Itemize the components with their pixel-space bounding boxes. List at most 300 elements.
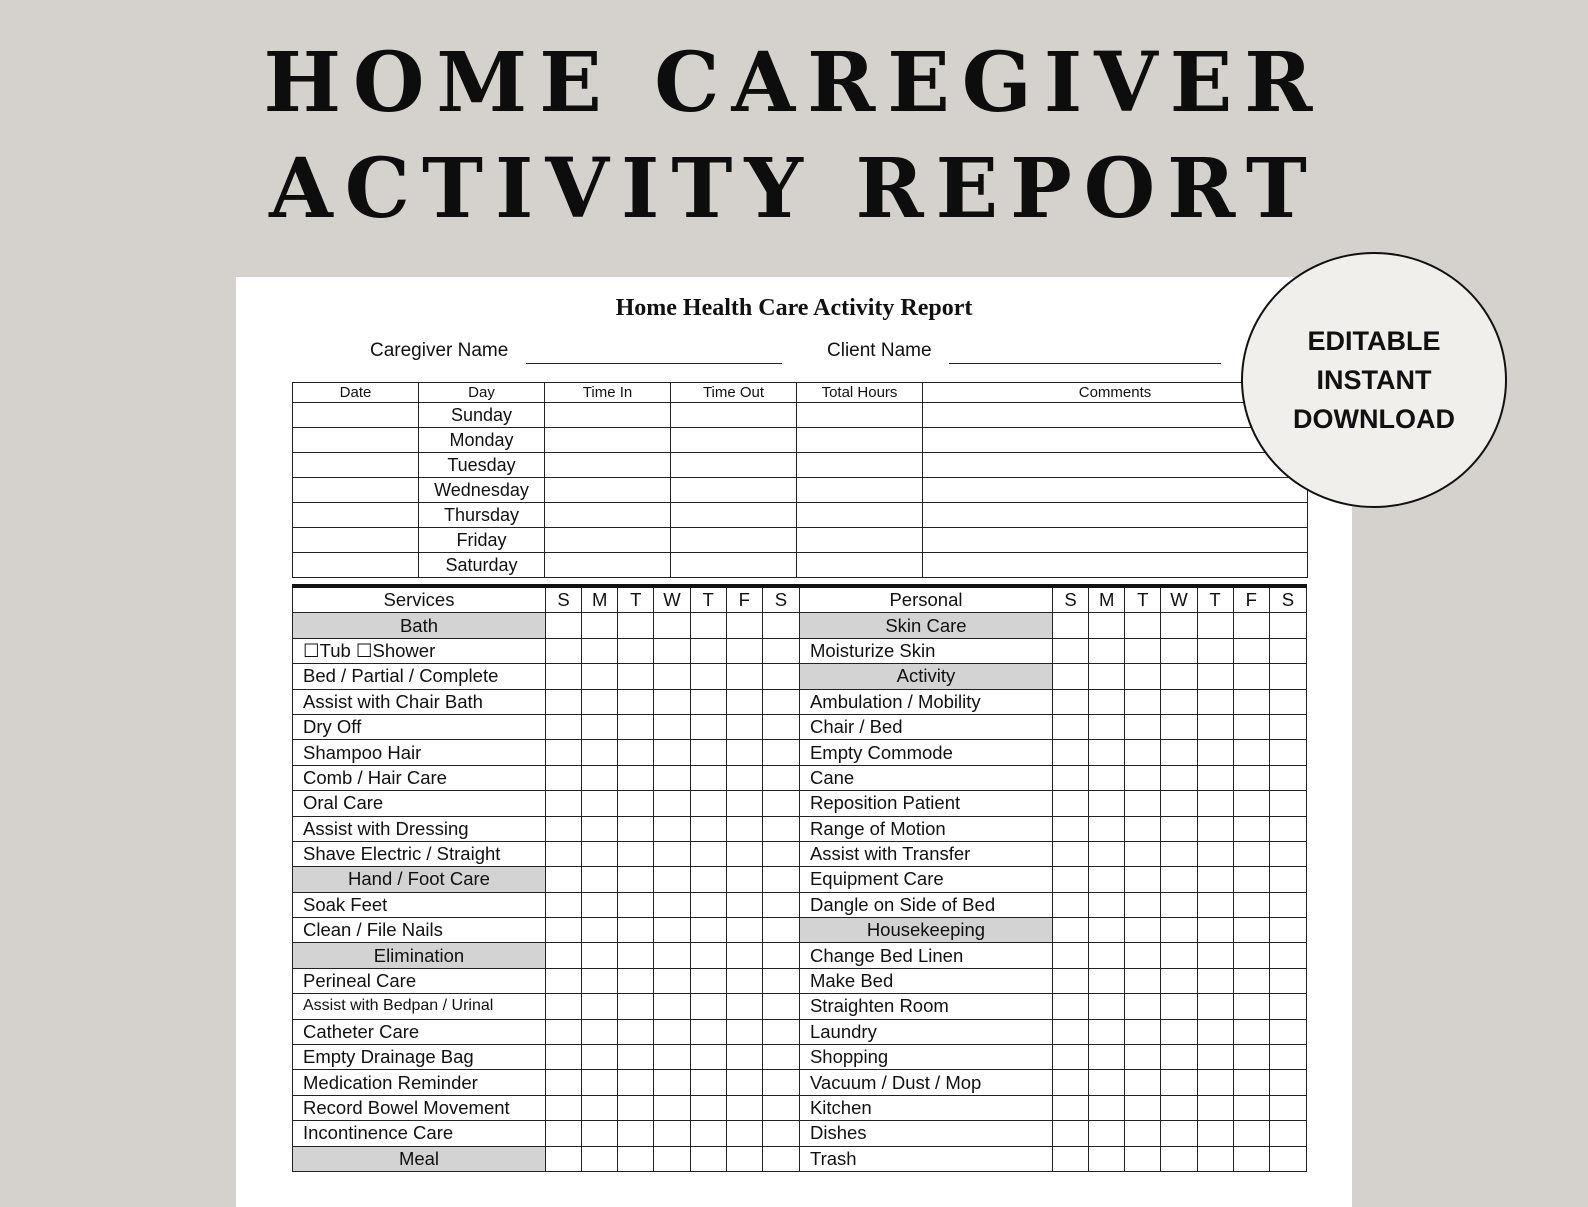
personal-check-cell[interactable] bbox=[1125, 714, 1161, 739]
personal-check-cell[interactable] bbox=[1052, 1146, 1088, 1171]
service-check-cell[interactable] bbox=[690, 918, 726, 943]
personal-check-cell[interactable] bbox=[1233, 1070, 1269, 1095]
service-check-cell[interactable] bbox=[654, 816, 690, 841]
personal-check-cell[interactable] bbox=[1125, 892, 1161, 917]
service-check-cell[interactable] bbox=[545, 613, 581, 638]
personal-check-cell[interactable] bbox=[1125, 613, 1161, 638]
total-hours-cell[interactable] bbox=[797, 478, 923, 503]
personal-check-cell[interactable] bbox=[1125, 1146, 1161, 1171]
service-check-cell[interactable] bbox=[690, 1019, 726, 1044]
personal-check-cell[interactable] bbox=[1161, 943, 1197, 968]
personal-check-cell[interactable] bbox=[1052, 943, 1088, 968]
service-check-cell[interactable] bbox=[545, 638, 581, 663]
personal-check-cell[interactable] bbox=[1161, 1070, 1197, 1095]
service-check-cell[interactable] bbox=[690, 816, 726, 841]
personal-check-cell[interactable] bbox=[1089, 689, 1125, 714]
personal-check-cell[interactable] bbox=[1089, 1095, 1125, 1120]
personal-check-cell[interactable] bbox=[1269, 1095, 1306, 1120]
service-check-cell[interactable] bbox=[582, 1095, 618, 1120]
personal-check-cell[interactable] bbox=[1052, 968, 1088, 993]
time-out-cell[interactable] bbox=[671, 453, 797, 478]
service-check-cell[interactable] bbox=[545, 1019, 581, 1044]
service-check-cell[interactable] bbox=[726, 943, 762, 968]
service-check-cell[interactable] bbox=[582, 1045, 618, 1070]
personal-check-cell[interactable] bbox=[1161, 892, 1197, 917]
date-cell[interactable] bbox=[293, 403, 419, 428]
service-check-cell[interactable] bbox=[582, 816, 618, 841]
service-check-cell[interactable] bbox=[618, 714, 654, 739]
service-check-cell[interactable] bbox=[582, 740, 618, 765]
personal-check-cell[interactable] bbox=[1197, 892, 1233, 917]
comments-cell[interactable] bbox=[923, 478, 1308, 503]
personal-check-cell[interactable] bbox=[1197, 1019, 1233, 1044]
service-check-cell[interactable] bbox=[690, 867, 726, 892]
personal-check-cell[interactable] bbox=[1052, 1121, 1088, 1146]
personal-check-cell[interactable] bbox=[1161, 714, 1197, 739]
total-hours-cell[interactable] bbox=[797, 553, 923, 578]
service-check-cell[interactable] bbox=[618, 638, 654, 663]
personal-check-cell[interactable] bbox=[1269, 867, 1306, 892]
service-check-cell[interactable] bbox=[654, 765, 690, 790]
personal-check-cell[interactable] bbox=[1197, 867, 1233, 892]
personal-check-cell[interactable] bbox=[1233, 867, 1269, 892]
personal-check-cell[interactable] bbox=[1161, 638, 1197, 663]
date-cell[interactable] bbox=[293, 453, 419, 478]
service-check-cell[interactable] bbox=[618, 1095, 654, 1120]
personal-check-cell[interactable] bbox=[1197, 791, 1233, 816]
service-check-cell[interactable] bbox=[545, 1045, 581, 1070]
service-check-cell[interactable] bbox=[582, 791, 618, 816]
service-check-cell[interactable] bbox=[582, 968, 618, 993]
personal-check-cell[interactable] bbox=[1089, 816, 1125, 841]
service-check-cell[interactable] bbox=[618, 765, 654, 790]
personal-check-cell[interactable] bbox=[1233, 816, 1269, 841]
service-check-cell[interactable] bbox=[545, 1121, 581, 1146]
service-check-cell[interactable] bbox=[582, 918, 618, 943]
personal-check-cell[interactable] bbox=[1052, 841, 1088, 866]
service-check-cell[interactable] bbox=[690, 791, 726, 816]
personal-check-cell[interactable] bbox=[1197, 943, 1233, 968]
personal-check-cell[interactable] bbox=[1269, 1045, 1306, 1070]
personal-check-cell[interactable] bbox=[1125, 943, 1161, 968]
service-check-cell[interactable] bbox=[690, 892, 726, 917]
personal-check-cell[interactable] bbox=[1269, 1019, 1306, 1044]
service-check-cell[interactable] bbox=[762, 867, 799, 892]
service-check-cell[interactable] bbox=[654, 791, 690, 816]
time-in-cell[interactable] bbox=[545, 503, 671, 528]
personal-check-cell[interactable] bbox=[1052, 816, 1088, 841]
comments-cell[interactable] bbox=[923, 528, 1308, 553]
service-check-cell[interactable] bbox=[654, 689, 690, 714]
personal-check-cell[interactable] bbox=[1125, 1045, 1161, 1070]
service-check-cell[interactable] bbox=[762, 943, 799, 968]
date-cell[interactable] bbox=[293, 503, 419, 528]
service-check-cell[interactable] bbox=[582, 867, 618, 892]
service-check-cell[interactable] bbox=[762, 816, 799, 841]
personal-check-cell[interactable] bbox=[1089, 1070, 1125, 1095]
service-check-cell[interactable] bbox=[762, 1045, 799, 1070]
personal-check-cell[interactable] bbox=[1233, 740, 1269, 765]
personal-check-cell[interactable] bbox=[1052, 714, 1088, 739]
comments-cell[interactable] bbox=[923, 453, 1308, 478]
personal-check-cell[interactable] bbox=[1089, 714, 1125, 739]
service-check-cell[interactable] bbox=[618, 613, 654, 638]
personal-check-cell[interactable] bbox=[1269, 740, 1306, 765]
personal-check-cell[interactable] bbox=[1233, 1045, 1269, 1070]
personal-check-cell[interactable] bbox=[1089, 968, 1125, 993]
service-check-cell[interactable] bbox=[582, 638, 618, 663]
personal-check-cell[interactable] bbox=[1197, 1146, 1233, 1171]
personal-check-cell[interactable] bbox=[1125, 765, 1161, 790]
service-check-cell[interactable] bbox=[726, 918, 762, 943]
service-check-cell[interactable] bbox=[726, 1146, 762, 1171]
service-check-cell[interactable] bbox=[618, 1146, 654, 1171]
service-check-cell[interactable] bbox=[654, 613, 690, 638]
personal-check-cell[interactable] bbox=[1089, 892, 1125, 917]
service-check-cell[interactable] bbox=[582, 689, 618, 714]
service-check-cell[interactable] bbox=[618, 816, 654, 841]
personal-check-cell[interactable] bbox=[1197, 1045, 1233, 1070]
personal-check-cell[interactable] bbox=[1125, 867, 1161, 892]
service-check-cell[interactable] bbox=[762, 968, 799, 993]
personal-check-cell[interactable] bbox=[1161, 1146, 1197, 1171]
personal-check-cell[interactable] bbox=[1233, 689, 1269, 714]
time-out-cell[interactable] bbox=[671, 553, 797, 578]
service-check-cell[interactable] bbox=[545, 714, 581, 739]
service-check-cell[interactable] bbox=[690, 1121, 726, 1146]
service-check-cell[interactable] bbox=[762, 765, 799, 790]
personal-check-cell[interactable] bbox=[1233, 994, 1269, 1019]
service-check-cell[interactable] bbox=[762, 613, 799, 638]
personal-check-cell[interactable] bbox=[1052, 1070, 1088, 1095]
personal-check-cell[interactable] bbox=[1269, 791, 1306, 816]
personal-check-cell[interactable] bbox=[1197, 689, 1233, 714]
personal-check-cell[interactable] bbox=[1161, 968, 1197, 993]
service-check-cell[interactable] bbox=[618, 968, 654, 993]
personal-check-cell[interactable] bbox=[1052, 689, 1088, 714]
service-check-cell[interactable] bbox=[762, 1019, 799, 1044]
service-check-cell[interactable] bbox=[545, 918, 581, 943]
personal-check-cell[interactable] bbox=[1125, 994, 1161, 1019]
service-check-cell[interactable] bbox=[618, 867, 654, 892]
personal-check-cell[interactable] bbox=[1125, 740, 1161, 765]
personal-check-cell[interactable] bbox=[1125, 1121, 1161, 1146]
service-check-cell[interactable] bbox=[654, 1146, 690, 1171]
personal-check-cell[interactable] bbox=[1161, 689, 1197, 714]
total-hours-cell[interactable] bbox=[797, 403, 923, 428]
service-check-cell[interactable] bbox=[582, 714, 618, 739]
personal-check-cell[interactable] bbox=[1125, 1095, 1161, 1120]
service-check-cell[interactable] bbox=[582, 1019, 618, 1044]
service-check-cell[interactable] bbox=[618, 791, 654, 816]
personal-check-cell[interactable] bbox=[1161, 867, 1197, 892]
service-check-cell[interactable] bbox=[762, 638, 799, 663]
service-check-cell[interactable] bbox=[762, 1121, 799, 1146]
date-cell[interactable] bbox=[293, 478, 419, 503]
personal-check-cell[interactable] bbox=[1052, 765, 1088, 790]
time-out-cell[interactable] bbox=[671, 428, 797, 453]
time-out-cell[interactable] bbox=[671, 403, 797, 428]
comments-cell[interactable] bbox=[923, 428, 1308, 453]
service-check-cell[interactable] bbox=[654, 943, 690, 968]
service-check-cell[interactable] bbox=[545, 1095, 581, 1120]
service-check-cell[interactable] bbox=[726, 892, 762, 917]
personal-check-cell[interactable] bbox=[1052, 740, 1088, 765]
personal-check-cell[interactable] bbox=[1125, 841, 1161, 866]
service-check-cell[interactable] bbox=[654, 1019, 690, 1044]
personal-check-cell[interactable] bbox=[1233, 1121, 1269, 1146]
service-check-cell[interactable] bbox=[654, 994, 690, 1019]
service-check-cell[interactable] bbox=[690, 765, 726, 790]
personal-check-cell[interactable] bbox=[1125, 968, 1161, 993]
personal-check-cell[interactable] bbox=[1052, 1095, 1088, 1120]
personal-check-cell[interactable] bbox=[1089, 740, 1125, 765]
service-check-cell[interactable] bbox=[618, 994, 654, 1019]
personal-check-cell[interactable] bbox=[1197, 841, 1233, 866]
personal-check-cell[interactable] bbox=[1089, 638, 1125, 663]
personal-check-cell[interactable] bbox=[1052, 918, 1088, 943]
total-hours-cell[interactable] bbox=[797, 528, 923, 553]
personal-check-cell[interactable] bbox=[1197, 1095, 1233, 1120]
time-in-cell[interactable] bbox=[545, 453, 671, 478]
personal-check-cell[interactable] bbox=[1089, 867, 1125, 892]
personal-check-cell[interactable] bbox=[1233, 943, 1269, 968]
personal-check-cell[interactable] bbox=[1161, 816, 1197, 841]
service-check-cell[interactable] bbox=[762, 740, 799, 765]
personal-check-cell[interactable] bbox=[1125, 638, 1161, 663]
personal-check-cell[interactable] bbox=[1197, 1121, 1233, 1146]
service-check-cell[interactable] bbox=[654, 867, 690, 892]
service-check-cell[interactable] bbox=[690, 740, 726, 765]
personal-check-cell[interactable] bbox=[1052, 994, 1088, 1019]
service-check-cell[interactable] bbox=[545, 892, 581, 917]
service-check-cell[interactable] bbox=[545, 1146, 581, 1171]
personal-check-cell[interactable] bbox=[1233, 664, 1269, 689]
personal-check-cell[interactable] bbox=[1269, 918, 1306, 943]
personal-check-cell[interactable] bbox=[1052, 791, 1088, 816]
personal-check-cell[interactable] bbox=[1233, 638, 1269, 663]
personal-check-cell[interactable] bbox=[1161, 1095, 1197, 1120]
personal-check-cell[interactable] bbox=[1089, 841, 1125, 866]
service-check-cell[interactable] bbox=[726, 1045, 762, 1070]
service-check-cell[interactable] bbox=[545, 968, 581, 993]
service-check-cell[interactable] bbox=[545, 816, 581, 841]
service-check-cell[interactable] bbox=[690, 613, 726, 638]
personal-check-cell[interactable] bbox=[1233, 1019, 1269, 1044]
service-check-cell[interactable] bbox=[618, 841, 654, 866]
service-check-cell[interactable] bbox=[545, 841, 581, 866]
personal-check-cell[interactable] bbox=[1197, 968, 1233, 993]
personal-check-cell[interactable] bbox=[1089, 943, 1125, 968]
personal-check-cell[interactable] bbox=[1269, 1121, 1306, 1146]
personal-check-cell[interactable] bbox=[1161, 791, 1197, 816]
personal-check-cell[interactable] bbox=[1125, 816, 1161, 841]
service-check-cell[interactable] bbox=[690, 1070, 726, 1095]
service-check-cell[interactable] bbox=[618, 740, 654, 765]
personal-check-cell[interactable] bbox=[1233, 1146, 1269, 1171]
service-check-cell[interactable] bbox=[582, 892, 618, 917]
personal-check-cell[interactable] bbox=[1125, 791, 1161, 816]
client-name-field[interactable] bbox=[949, 363, 1221, 364]
personal-check-cell[interactable] bbox=[1197, 994, 1233, 1019]
service-check-cell[interactable] bbox=[690, 1146, 726, 1171]
personal-check-cell[interactable] bbox=[1269, 1146, 1306, 1171]
service-check-cell[interactable] bbox=[690, 943, 726, 968]
personal-check-cell[interactable] bbox=[1197, 714, 1233, 739]
service-check-cell[interactable] bbox=[726, 994, 762, 1019]
service-check-cell[interactable] bbox=[690, 1045, 726, 1070]
service-check-cell[interactable] bbox=[618, 1121, 654, 1146]
service-check-cell[interactable] bbox=[618, 1045, 654, 1070]
service-check-cell[interactable] bbox=[726, 638, 762, 663]
personal-check-cell[interactable] bbox=[1161, 841, 1197, 866]
service-check-cell[interactable] bbox=[618, 689, 654, 714]
service-check-cell[interactable] bbox=[726, 1070, 762, 1095]
personal-check-cell[interactable] bbox=[1052, 613, 1088, 638]
personal-check-cell[interactable] bbox=[1233, 892, 1269, 917]
time-out-cell[interactable] bbox=[671, 528, 797, 553]
service-check-cell[interactable] bbox=[654, 918, 690, 943]
service-check-cell[interactable] bbox=[582, 613, 618, 638]
service-check-cell[interactable] bbox=[690, 994, 726, 1019]
service-check-cell[interactable] bbox=[618, 943, 654, 968]
service-check-cell[interactable] bbox=[545, 791, 581, 816]
personal-check-cell[interactable] bbox=[1197, 664, 1233, 689]
personal-check-cell[interactable] bbox=[1197, 918, 1233, 943]
service-check-cell[interactable] bbox=[545, 664, 581, 689]
personal-check-cell[interactable] bbox=[1052, 1019, 1088, 1044]
service-check-cell[interactable] bbox=[762, 791, 799, 816]
personal-check-cell[interactable] bbox=[1269, 613, 1306, 638]
personal-check-cell[interactable] bbox=[1161, 765, 1197, 790]
personal-check-cell[interactable] bbox=[1052, 892, 1088, 917]
time-in-cell[interactable] bbox=[545, 553, 671, 578]
personal-check-cell[interactable] bbox=[1161, 1045, 1197, 1070]
personal-check-cell[interactable] bbox=[1197, 613, 1233, 638]
service-check-cell[interactable] bbox=[582, 994, 618, 1019]
service-check-cell[interactable] bbox=[726, 1121, 762, 1146]
time-out-cell[interactable] bbox=[671, 478, 797, 503]
service-check-cell[interactable] bbox=[582, 1121, 618, 1146]
service-check-cell[interactable] bbox=[654, 714, 690, 739]
personal-check-cell[interactable] bbox=[1125, 689, 1161, 714]
time-in-cell[interactable] bbox=[545, 528, 671, 553]
personal-check-cell[interactable] bbox=[1052, 867, 1088, 892]
service-check-cell[interactable] bbox=[545, 740, 581, 765]
personal-check-cell[interactable] bbox=[1089, 791, 1125, 816]
service-check-cell[interactable] bbox=[762, 994, 799, 1019]
service-check-cell[interactable] bbox=[582, 664, 618, 689]
personal-check-cell[interactable] bbox=[1161, 918, 1197, 943]
service-check-cell[interactable] bbox=[654, 968, 690, 993]
personal-check-cell[interactable] bbox=[1269, 689, 1306, 714]
comments-cell[interactable] bbox=[923, 503, 1308, 528]
personal-check-cell[interactable] bbox=[1269, 1070, 1306, 1095]
personal-check-cell[interactable] bbox=[1269, 968, 1306, 993]
service-check-cell[interactable] bbox=[654, 638, 690, 663]
service-check-cell[interactable] bbox=[726, 664, 762, 689]
time-in-cell[interactable] bbox=[545, 428, 671, 453]
date-cell[interactable] bbox=[293, 553, 419, 578]
date-cell[interactable] bbox=[293, 528, 419, 553]
comments-cell[interactable] bbox=[923, 553, 1308, 578]
service-check-cell[interactable] bbox=[726, 1019, 762, 1044]
service-check-cell[interactable] bbox=[726, 867, 762, 892]
time-in-cell[interactable] bbox=[545, 478, 671, 503]
service-check-cell[interactable] bbox=[654, 892, 690, 917]
service-check-cell[interactable] bbox=[762, 1146, 799, 1171]
caregiver-name-field[interactable] bbox=[526, 363, 782, 364]
personal-check-cell[interactable] bbox=[1233, 1095, 1269, 1120]
personal-check-cell[interactable] bbox=[1197, 816, 1233, 841]
personal-check-cell[interactable] bbox=[1052, 1045, 1088, 1070]
service-check-cell[interactable] bbox=[582, 1146, 618, 1171]
personal-check-cell[interactable] bbox=[1089, 1045, 1125, 1070]
service-check-cell[interactable] bbox=[762, 689, 799, 714]
personal-check-cell[interactable] bbox=[1089, 994, 1125, 1019]
service-check-cell[interactable] bbox=[545, 867, 581, 892]
service-check-cell[interactable] bbox=[762, 1095, 799, 1120]
service-check-cell[interactable] bbox=[545, 943, 581, 968]
service-check-cell[interactable] bbox=[762, 918, 799, 943]
service-check-cell[interactable] bbox=[726, 765, 762, 790]
personal-check-cell[interactable] bbox=[1125, 664, 1161, 689]
personal-check-cell[interactable] bbox=[1269, 943, 1306, 968]
personal-check-cell[interactable] bbox=[1269, 765, 1306, 790]
service-check-cell[interactable] bbox=[654, 664, 690, 689]
service-check-cell[interactable] bbox=[726, 841, 762, 866]
personal-check-cell[interactable] bbox=[1233, 765, 1269, 790]
service-check-cell[interactable] bbox=[690, 638, 726, 663]
service-check-cell[interactable] bbox=[690, 714, 726, 739]
personal-check-cell[interactable] bbox=[1233, 714, 1269, 739]
service-check-cell[interactable] bbox=[726, 816, 762, 841]
service-check-cell[interactable] bbox=[545, 1070, 581, 1095]
personal-check-cell[interactable] bbox=[1233, 918, 1269, 943]
service-check-cell[interactable] bbox=[726, 714, 762, 739]
service-check-cell[interactable] bbox=[726, 689, 762, 714]
personal-check-cell[interactable] bbox=[1089, 664, 1125, 689]
service-check-cell[interactable] bbox=[726, 613, 762, 638]
personal-check-cell[interactable] bbox=[1089, 1146, 1125, 1171]
service-check-cell[interactable] bbox=[654, 1095, 690, 1120]
service-check-cell[interactable] bbox=[654, 740, 690, 765]
service-check-cell[interactable] bbox=[690, 841, 726, 866]
personal-check-cell[interactable] bbox=[1089, 918, 1125, 943]
personal-check-cell[interactable] bbox=[1269, 714, 1306, 739]
service-check-cell[interactable] bbox=[618, 892, 654, 917]
personal-check-cell[interactable] bbox=[1233, 791, 1269, 816]
service-check-cell[interactable] bbox=[654, 1045, 690, 1070]
service-check-cell[interactable] bbox=[618, 664, 654, 689]
service-check-cell[interactable] bbox=[726, 740, 762, 765]
service-check-cell[interactable] bbox=[690, 689, 726, 714]
service-check-cell[interactable] bbox=[618, 918, 654, 943]
personal-check-cell[interactable] bbox=[1233, 841, 1269, 866]
personal-check-cell[interactable] bbox=[1269, 816, 1306, 841]
service-check-cell[interactable] bbox=[582, 765, 618, 790]
service-check-cell[interactable] bbox=[726, 791, 762, 816]
personal-check-cell[interactable] bbox=[1269, 638, 1306, 663]
personal-check-cell[interactable] bbox=[1089, 1121, 1125, 1146]
personal-check-cell[interactable] bbox=[1161, 1121, 1197, 1146]
personal-check-cell[interactable] bbox=[1269, 664, 1306, 689]
service-check-cell[interactable] bbox=[762, 1070, 799, 1095]
personal-check-cell[interactable] bbox=[1052, 664, 1088, 689]
personal-check-cell[interactable] bbox=[1089, 1019, 1125, 1044]
personal-check-cell[interactable] bbox=[1269, 841, 1306, 866]
service-check-cell[interactable] bbox=[762, 714, 799, 739]
